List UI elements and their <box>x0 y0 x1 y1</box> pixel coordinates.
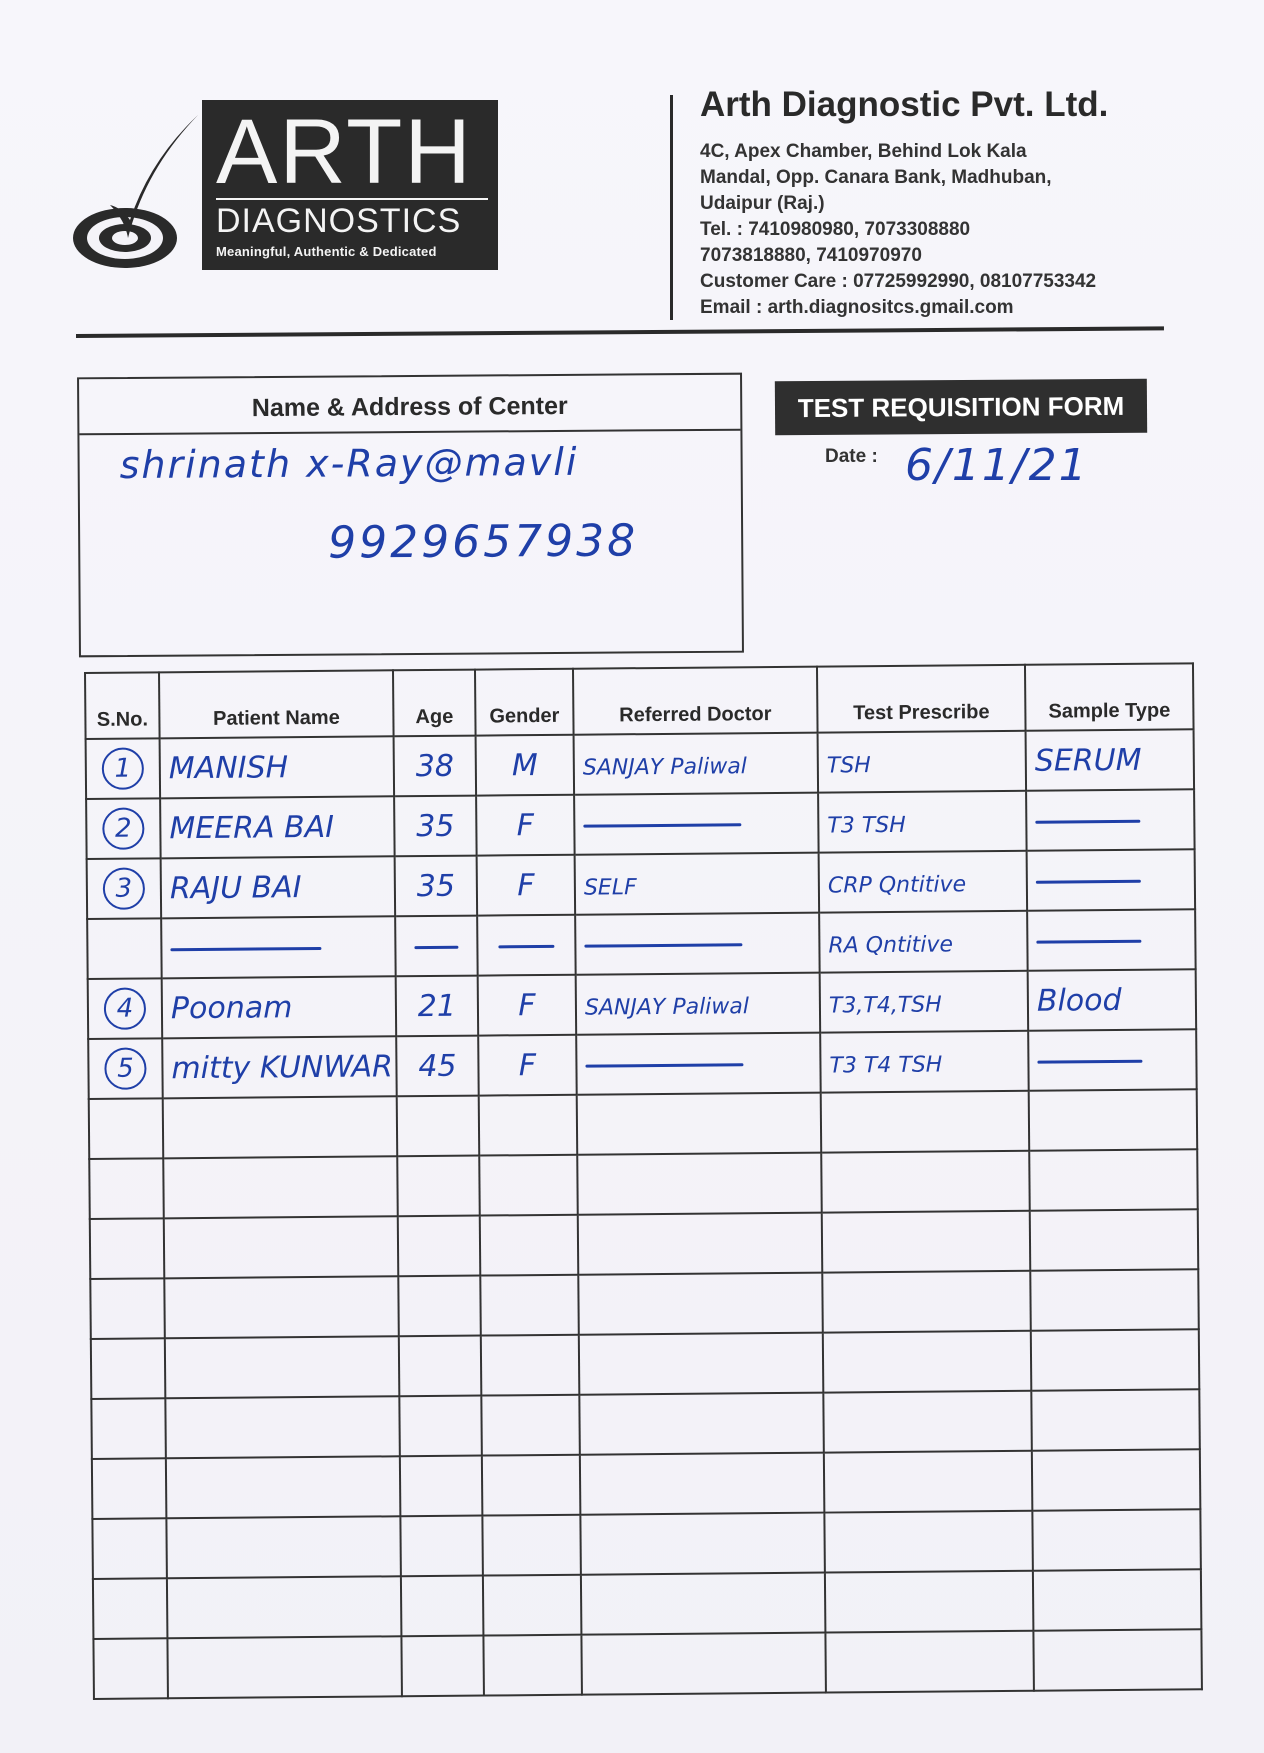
cell-name <box>161 916 396 978</box>
cell-text: T3 TSH <box>827 812 906 839</box>
empty-cell <box>398 1216 481 1277</box>
empty-cell <box>482 1515 581 1576</box>
cell-age <box>396 976 479 1037</box>
empty-cell <box>1032 1449 1201 1510</box>
header-divider <box>670 95 673 320</box>
address-line: 4C, Apex Chamber, Behind Lok Kala <box>700 141 1027 162</box>
cell-text: SERUM <box>1034 742 1142 779</box>
empty-cell <box>401 1636 484 1697</box>
cell-doctor <box>575 913 820 975</box>
empty-cell <box>401 1576 484 1637</box>
cell-text: MEERA BAI <box>169 809 335 846</box>
cell-age <box>396 1036 479 1097</box>
ditto-stroke <box>1036 939 1141 943</box>
date-handwritten: 6/11/21 <box>905 440 1089 491</box>
cell-age <box>394 736 477 797</box>
header-rule <box>76 326 1164 338</box>
empty-cell <box>93 1578 168 1639</box>
cell-text: F <box>518 987 536 1023</box>
serial-number: 2 <box>102 807 144 849</box>
empty-cell <box>581 1573 826 1635</box>
cell-sno <box>87 918 162 979</box>
cell-text: RAJU BAI <box>169 869 302 906</box>
empty-cell <box>1031 1329 1200 1390</box>
serial-number: 4 <box>104 987 146 1029</box>
empty-cell <box>821 1151 1030 1213</box>
empty-cell <box>400 1516 483 1577</box>
empty-cell <box>479 1095 578 1156</box>
empty-cell <box>825 1571 1034 1633</box>
cell-test <box>818 731 1027 793</box>
serial-number: 3 <box>103 867 145 909</box>
empty-cell <box>1032 1509 1201 1570</box>
empty-cell <box>397 1156 480 1217</box>
empty-cell <box>821 1091 1030 1153</box>
empty-cell <box>483 1575 582 1636</box>
table-row <box>88 1029 1196 1099</box>
ditto-stroke <box>414 945 459 948</box>
empty-cell <box>397 1096 480 1157</box>
empty-table-row <box>91 1389 1199 1459</box>
cell-name <box>161 856 396 918</box>
cell-doctor <box>574 733 819 795</box>
address-line: Mandal, Opp. Canara Bank, Madhuban, <box>700 167 1052 188</box>
empty-cell <box>398 1276 481 1337</box>
cell-doctor <box>575 853 820 915</box>
empty-cell <box>164 1276 399 1338</box>
cell-sno <box>88 978 163 1039</box>
empty-cell <box>89 1158 164 1219</box>
cell-gender <box>478 1035 577 1096</box>
cell-text: F <box>518 1047 537 1083</box>
customer-care-line: Customer Care : 07725992990, 08107753342 <box>700 271 1097 292</box>
empty-cell <box>399 1336 482 1397</box>
ditto-stroke <box>1035 819 1140 823</box>
serial-number: 1 <box>102 747 144 789</box>
table-row <box>86 789 1194 859</box>
empty-cell <box>578 1273 823 1335</box>
ditto-stroke <box>1037 1059 1142 1063</box>
empty-cell <box>165 1336 400 1398</box>
cell-sno <box>86 798 161 859</box>
empty-cell <box>823 1391 1032 1453</box>
empty-cell <box>165 1396 400 1458</box>
empty-cell <box>822 1271 1031 1333</box>
center-heading: Name & Address of Center <box>79 375 740 436</box>
ditto-stroke <box>583 823 741 827</box>
cell-age <box>394 796 477 857</box>
col-gender: Gender <box>475 669 574 736</box>
empty-cell <box>579 1333 824 1395</box>
target-check-icon <box>70 110 200 280</box>
cell-text: T3,T4,TSH <box>828 992 942 1019</box>
empty-cell <box>91 1338 166 1399</box>
cell-gender <box>477 855 576 916</box>
cell-text: TSH <box>826 752 871 779</box>
table-header-row <box>85 663 1194 739</box>
cell-sno <box>86 738 161 799</box>
col-referred-doctor: Referred Doctor <box>573 667 818 735</box>
empty-cell <box>479 1155 578 1216</box>
cell-text: F <box>517 867 535 903</box>
cell-age <box>395 856 478 917</box>
date-label: Date : <box>825 446 878 467</box>
empty-cell <box>163 1156 398 1218</box>
empty-cell <box>1031 1389 1200 1450</box>
cell-text: M <box>511 747 538 783</box>
patient-table <box>84 662 1185 1699</box>
empty-table-row <box>93 1629 1201 1699</box>
cell-gender <box>478 975 577 1036</box>
cell-age <box>395 916 478 977</box>
empty-cell <box>92 1458 167 1519</box>
table-row <box>87 909 1195 979</box>
empty-cell <box>166 1456 401 1518</box>
empty-cell <box>93 1638 168 1699</box>
empty-cell <box>482 1455 581 1516</box>
ditto-stroke <box>170 946 321 950</box>
empty-cell <box>578 1213 823 1275</box>
table-row <box>86 729 1194 799</box>
cell-text: Blood <box>1036 982 1122 1019</box>
empty-cell <box>483 1635 582 1696</box>
cell-text: CRP Qntitive <box>827 871 967 899</box>
empty-cell <box>164 1216 399 1278</box>
empty-cell <box>167 1576 402 1638</box>
empty-table-row <box>92 1509 1200 1579</box>
empty-cell <box>163 1096 398 1158</box>
cell-text: 35 <box>416 868 456 904</box>
empty-cell <box>580 1513 825 1575</box>
table-row <box>87 849 1195 919</box>
cell-sno <box>87 858 162 919</box>
cell-gender <box>476 795 575 856</box>
empty-table-row <box>90 1209 1198 1279</box>
cell-doctor <box>576 1033 821 1095</box>
empty-cell <box>580 1453 825 1515</box>
empty-cell <box>824 1451 1033 1513</box>
empty-cell <box>480 1275 579 1336</box>
empty-cell <box>91 1398 166 1459</box>
col-test-prescribe: Test Prescribe <box>817 665 1026 733</box>
cell-sample <box>1028 1029 1197 1090</box>
cell-doctor <box>576 973 821 1035</box>
cell-text: SANJAY Paliwal <box>584 993 750 1021</box>
cell-test <box>819 911 1028 973</box>
empty-table-row <box>91 1329 1199 1399</box>
empty-cell <box>1030 1209 1199 1270</box>
empty-cell <box>823 1331 1032 1393</box>
serial-number: 5 <box>104 1047 146 1089</box>
empty-cell <box>90 1278 165 1339</box>
cell-text: 35 <box>416 808 455 844</box>
cell-text: 21 <box>417 988 457 1024</box>
empty-cell <box>480 1215 579 1276</box>
empty-cell <box>1029 1149 1198 1210</box>
empty-cell <box>824 1511 1033 1573</box>
logo-wordmark <box>202 100 498 270</box>
empty-cell <box>1029 1089 1198 1150</box>
empty-cell <box>481 1335 580 1396</box>
cell-sample <box>1028 969 1197 1030</box>
phone-line: Tel. : 7410980980, 7073308880 <box>700 219 971 240</box>
ditto-stroke <box>1036 879 1141 883</box>
cell-sno <box>88 1038 163 1099</box>
empty-cell <box>577 1153 822 1215</box>
empty-table-row <box>93 1569 1201 1639</box>
cell-sample <box>1026 729 1195 790</box>
cell-gender <box>476 735 575 796</box>
empty-cell <box>481 1395 580 1456</box>
cell-text: RA Qntitive <box>828 931 954 959</box>
empty-cell <box>400 1456 483 1517</box>
table-row <box>88 969 1196 1039</box>
empty-cell <box>166 1516 401 1578</box>
cell-text: 38 <box>415 748 455 784</box>
logo-title: ARTH <box>216 101 473 203</box>
cell-text: F <box>516 807 535 843</box>
empty-cell <box>1030 1269 1199 1330</box>
cell-text: SELF <box>583 874 637 901</box>
cell-sample <box>1027 909 1196 970</box>
empty-cell <box>399 1396 482 1457</box>
center-phone-handwritten: 9929657938 <box>328 515 639 569</box>
empty-cell <box>822 1211 1031 1273</box>
ditto-stroke <box>498 944 554 947</box>
cell-sample <box>1027 849 1196 910</box>
address-line: Udaipur (Raj.) <box>700 193 825 214</box>
cell-text: T3 T4 TSH <box>829 1052 943 1079</box>
cell-name <box>160 736 395 798</box>
ditto-stroke <box>584 943 742 947</box>
logo-tagline: Meaningful, Authentic & Dedicated <box>216 244 437 259</box>
cell-test <box>820 971 1029 1033</box>
logo-subtitle: DIAGNOSTICS <box>216 198 488 240</box>
table-body <box>86 729 1202 1699</box>
company-logo <box>70 100 510 280</box>
empty-cell <box>92 1518 167 1579</box>
cell-name <box>160 796 395 858</box>
company-info <box>700 85 1220 321</box>
cell-text: MANISH <box>168 749 289 786</box>
empty-table-row <box>92 1449 1200 1519</box>
empty-table-row <box>89 1089 1197 1159</box>
empty-cell <box>1033 1569 1202 1630</box>
cell-text: mitty KUNWAR <box>171 1048 394 1086</box>
email-line: Email : arth.diagnositcs.gmail.com <box>700 297 1014 318</box>
cell-text: Poonam <box>170 989 293 1026</box>
center-address-box <box>77 373 744 658</box>
empty-table-row <box>90 1269 1198 1339</box>
form-title-banner: TEST REQUISITION FORM <box>775 379 1147 436</box>
empty-cell <box>581 1633 826 1695</box>
col-patient-name: Patient Name <box>159 670 394 738</box>
cell-test <box>820 1031 1029 1093</box>
cell-test <box>818 791 1027 853</box>
empty-cell <box>89 1098 164 1159</box>
cell-gender <box>477 915 576 976</box>
cell-name <box>162 976 397 1038</box>
empty-cell <box>1033 1629 1202 1690</box>
company-name: Arth Diagnostic Pvt. Ltd. <box>700 85 1109 124</box>
empty-cell <box>577 1093 822 1155</box>
ditto-stroke <box>585 1063 743 1067</box>
empty-cell <box>579 1393 824 1455</box>
col-sample-type: Sample Type <box>1025 663 1194 730</box>
center-name-handwritten: shrinath x-Ray@mavli <box>119 439 579 488</box>
cell-text: 45 <box>418 1048 457 1084</box>
col-age: Age <box>393 670 476 737</box>
cell-test <box>819 851 1028 913</box>
cell-name <box>162 1036 397 1098</box>
empty-cell <box>825 1631 1034 1693</box>
cell-text: SANJAY Paliwal <box>582 753 747 781</box>
empty-cell <box>167 1636 402 1698</box>
col-sno: S.No. <box>85 672 160 739</box>
phone-line: 7073818880, 7410970970 <box>700 245 922 266</box>
cell-sample <box>1026 789 1195 850</box>
empty-table-row <box>89 1149 1197 1219</box>
cell-doctor <box>574 793 819 855</box>
empty-cell <box>90 1218 165 1279</box>
